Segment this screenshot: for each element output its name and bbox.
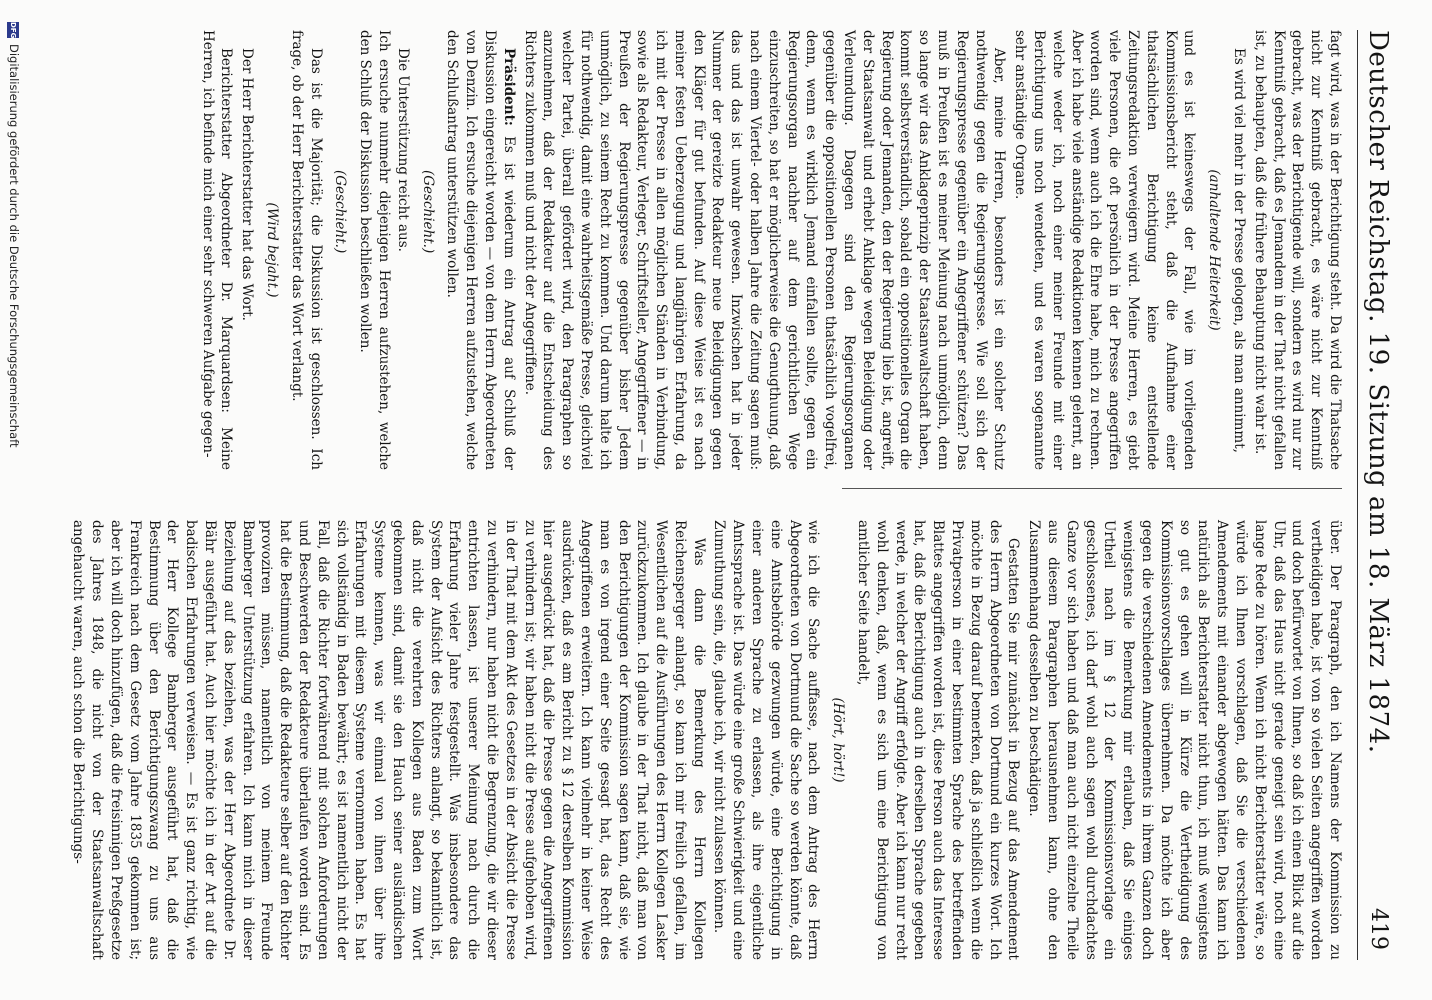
speech-text: Es ist wiederum ein Antrag auf Schluß der Diskussion eingereicht worden — von dem Herrn Abgeordneten von Denzin. Ich ersuche diejenigen Herren aufzustehen, welche den Schlußantrag unterstützen wollen. [444,30,517,470]
paragraph: und es ist keineswegs der Fall, wie im vorliegenden Kommissionsbericht steht, daß die Aufnahme einer thatsächlichen Berichtigung keine entstellende Zeitungsredaktion verweigern wird. Meine Herren, es giebt viele Personen, die oft persönlich in der Presse angegriffen worden sind, wenn auch ich die Ehre habe, mich zu rechnen. Aber ich habe viele anständige Redaktionen kennen gelernt, an welche weder ich, noch einer meiner Freunde mit einer Berichtigung uns noch wendeten, und es waren sogenannte sehr anständige Organe. [1012,30,1198,470]
speaker-label: Präsident: [500,48,517,126]
paragraph: über. Der Paragraph, den ich Namens der Kommission zu vertheidigen habe, ist von so vielen Seiten angegriffen worden und doch befürwortet von Ihnen, so daß ich einen Blick auf die Uhr, daß das Haus nicht gerade geneigt sein wird, noch eine lange Rede zu hören. Wenn ich nicht Berichterstatter wäre, so würde ich Ihnen vorschlagen, daß Sie die verschiedenen Amendements mit einander abgewogen hätten. Das kann ich natürlich als Berichterstatter nicht thun, ich muß wenigstens so gut es gehen will in Kürze die Vertheidigung des Kommissionsvorschlages übernehmen. Da möchte ich aber gegen die verschiedenen Amendements in ihrem Ganzen doch wenigstens die Bemerkung mir erlauben, daß Sie einiges Urtheil nach im § 12 der Kommissionsvorlage ein geschlossenes, ich darf wohl auch sagen wohl durchdachtes Ganze vor sich haben und daß man auch nicht einzelne Theile aus diesem Paragraphen herausnehmen kann, ohne den Zusammenhang desselben zu beschädigen. [1026,520,1343,960]
left-column [196,30,1344,470]
paragraph: Es wird viel mehr in der Presse gelogen, als man annimmt, [1231,48,1248,453]
page-title: Deutscher Reichstag. 19. Sitzung am 18. März 1874. [1363,30,1393,754]
stage-direction: (Wird bejaht.) [263,202,280,298]
paragraph: Was dann die Bemerkung des Herrn Kollegen Reichensperger anlangt, so kann ich mir freilich gefallen, im Wesentlichen auf die Ausführungen des Herrn Kollegen Lasker zurückzukommen. Ich glaube in der That nicht, daß man von den Berichtigungen der Kommission sagen kann, daß sie, wie man es von irgend einer Seite gesagt hat, das Recht des Angegriffenen erweitern. Ich kann vielmehr in keiner Weise ausdrücken, daß es am Bericht zu § 12 derselben Kommission hier ausgedrückt hat, daß die Presse gegen die Angegriffenen zu verhindern ist; wir haben nicht die Presse aufgehoben wird, in der That mit dem Akt des Gesetzes in der Absicht die Presse zu verhindern, nur haben nicht die Begrenzung, die wir dieser entrichten lassen, ist unserer Meinung nach durch die Erfahrung vieler Jahre festgestellt. Was insbesondere das System der Aufsicht des Richters anlangt, so bekanntlich ist, daß nicht die verehrten Kollegen aus Baden zum Wort gekommen sind, damit sie den Hauch seiner ausländischen Systeme kennen, was wir einmal von ihnen über ihre Erfahrungen mit diesem Systeme vernommen haben. Es hat sich vollständig in Baden bewährt; es ist namentlich nicht der Fall, daß die Richter fortwährend mit solchen Anforderungen und Beschwerden der Redakteure überlaufen worden sind. Es hat die Bestimmung, daß die Redakteure selber auf den Richter provoziren müssen, namentlich von meinem Freunde Bamberger Unterstützung erfahren. Ich kann mich in dieser Beziehung auf das beziehen, was der Herr Abgeordnete Dr. Bähr ausgeführt hat. Auch hier möchte ich in der Art auf die badischen Erfahrungen verweisen. — Es ist ganz richtig, wie der Herr Kollege Bamberger ausgeführt hat, daß die Bestimmung über den Berichtigungszwang zu uns aus Frankreich nach dem Gesetz vom Jahre 1835 gekommen ist; aber ich will doch hinzufügen, daß die freisinnigen Preßgesetze des Jahres 1848, die nicht von der Staatsanwaltschaft angehaucht waren, auch schon die Berichtigungs- [70,520,707,960]
paragraph: Das ist die Majorität; die Diskussion ist geschlossen. Ich frage, ob der Herr Berichterstatter das Wort verlangt. [288,30,324,470]
stage-direction: (anhaltende Heiterkeit) [1206,169,1223,331]
paragraph: Aber, meine Herren, besonders ist ein solcher Schutz nothwendig gegen die Regierungspresse. Wie soll sich der Regierungspresse gegenüber ein Angegriffener schützen? Das muß in Preußen ist es meiner Meinung nach unmöglich, denn so lange wir das Anklageprinzip der Staatsanwaltschaft haben, kommt selbstverständlich, sobald ein oppositionelles Organ die Regierung oder Jemanden, den der Regierung lieb ist, angreift, der Staatsanwalt und erhebt Anklage wegen Beleidigung oder Verleumdung. Dagegen sind den Regierungsorganen gegenüber die oppositionellen Personen thatsächlich vogelfrei, denn, wenn es wirklich Jemand einfallen sollte, gegen ein Regierungsorgan nachher auf dem gerichtlichen Wege einzuschreiten, so hat er möglicherweise die Genugthuung, daß nach einem Viertel- oder halben Jahre die Zeitung sagen muß: das und das ist unwahr gewesen. Inzwischen hat in jeder Nummer der gereizte Redakteur neue Beleidigungen gegen den Kläger für gut befunden. Auf diese Weise ist es nach meiner festen Ueberzeugung und langjährigen Erfahrung, da ich mit der Presse in allen möglichen Ständen in Verbindung, sowie als Redakteur, Verleger, Schriftsteller, Angegriffener — in Preußen der Regierungspresse gegenüber bisher Jedem unmöglich, zu seinem Recht zu kommen. Und darum halte ich für nothwendig, damit eine wahrheitsgemäße Presse, gleichviel welcher Partei, überall gefördert wird, den Paragraphen so anzunehmen, daß der Redakteur auf die Entscheidung des Richters zukommen muß und nicht der Angegriffene. [521,30,1008,470]
paragraph: Berichterstatter Abgeordneter Dr. Marquardsen: Meine Herren, ich befinde mich einer sehr schweren Aufgabe gegen- [199,30,235,470]
paragraph: wie ich die Sache auffasse, nach dem Antrag des Herrn Abgeordneten von Dortmund die Sache so werden könnte, daß eine Amtsbehörde gezwungen würde, eine Berichtigung in einer anderen Sprache zu erlassen, als ihre eigentliche Amtssprache ist. Das würde eine große Schwierigkeit und eine Zumuthung sein, die, glaube ich, wir nicht zulassen können. [711,520,822,960]
column-divider [842,488,1342,489]
paragraph: Gestatten Sie mir zunächst in Bezug auf das Amendement des Herrn Abgeordneten von Dortmund ein kurzes Wort. Ich möchte in Bezug darauf bemerken, daß ja schließlich wenn die Privatperson in einer bestimmten Sprache des betreffenden Blattes angegriffen worden ist, diese Person auch das Interesse hat, daß die Berichtigung auch in derselben Sprache gegeben werde, in welcher der Angriff erfolgte. Aber ich kann nur recht wohl denken, daß, wenn es sich um eine Berichtigung von amtlicher Seite handelt, [855,520,1022,960]
digitization-credit [4,22,24,922]
page-number: 419 [1366,908,1391,950]
right-column [67,520,1344,960]
stage-direction: (Geschieht.) [332,170,349,254]
running-head [1357,30,1398,960]
paragraph: Der Herr Berichterstatter hat das Wort. [239,48,256,321]
speaker-paragraph [443,30,518,470]
stage-direction: (Hört, hört!) [830,697,847,783]
stage-direction: (Geschieht.) [419,170,436,254]
paragraph: fagt wird, was in der Berichtigung steht. Da wird die Thatsache nicht zur Kenntniß gebracht, es wäre nicht zur Kenntniß gebracht, was der Berichtigende will, sondern es wird nur zur Kenntniß gebracht, daß es Jemandem in der That nicht gefallen ist, zu behaupten, daß die frühere Behauptung nicht wahr ist. [1251,30,1343,470]
credit-text: Digitalisierung gefördert durch die Deutsche Forschungsgemeinschaft [7,44,21,448]
paragraph: Die Unterstützung reicht aus. Ich ersuche nunmehr diejenigen Herren aufzustehen, welche den Schluß der Diskussion beschließen wollen. [357,30,411,470]
dfg-logo-icon: DFG [9,22,18,39]
